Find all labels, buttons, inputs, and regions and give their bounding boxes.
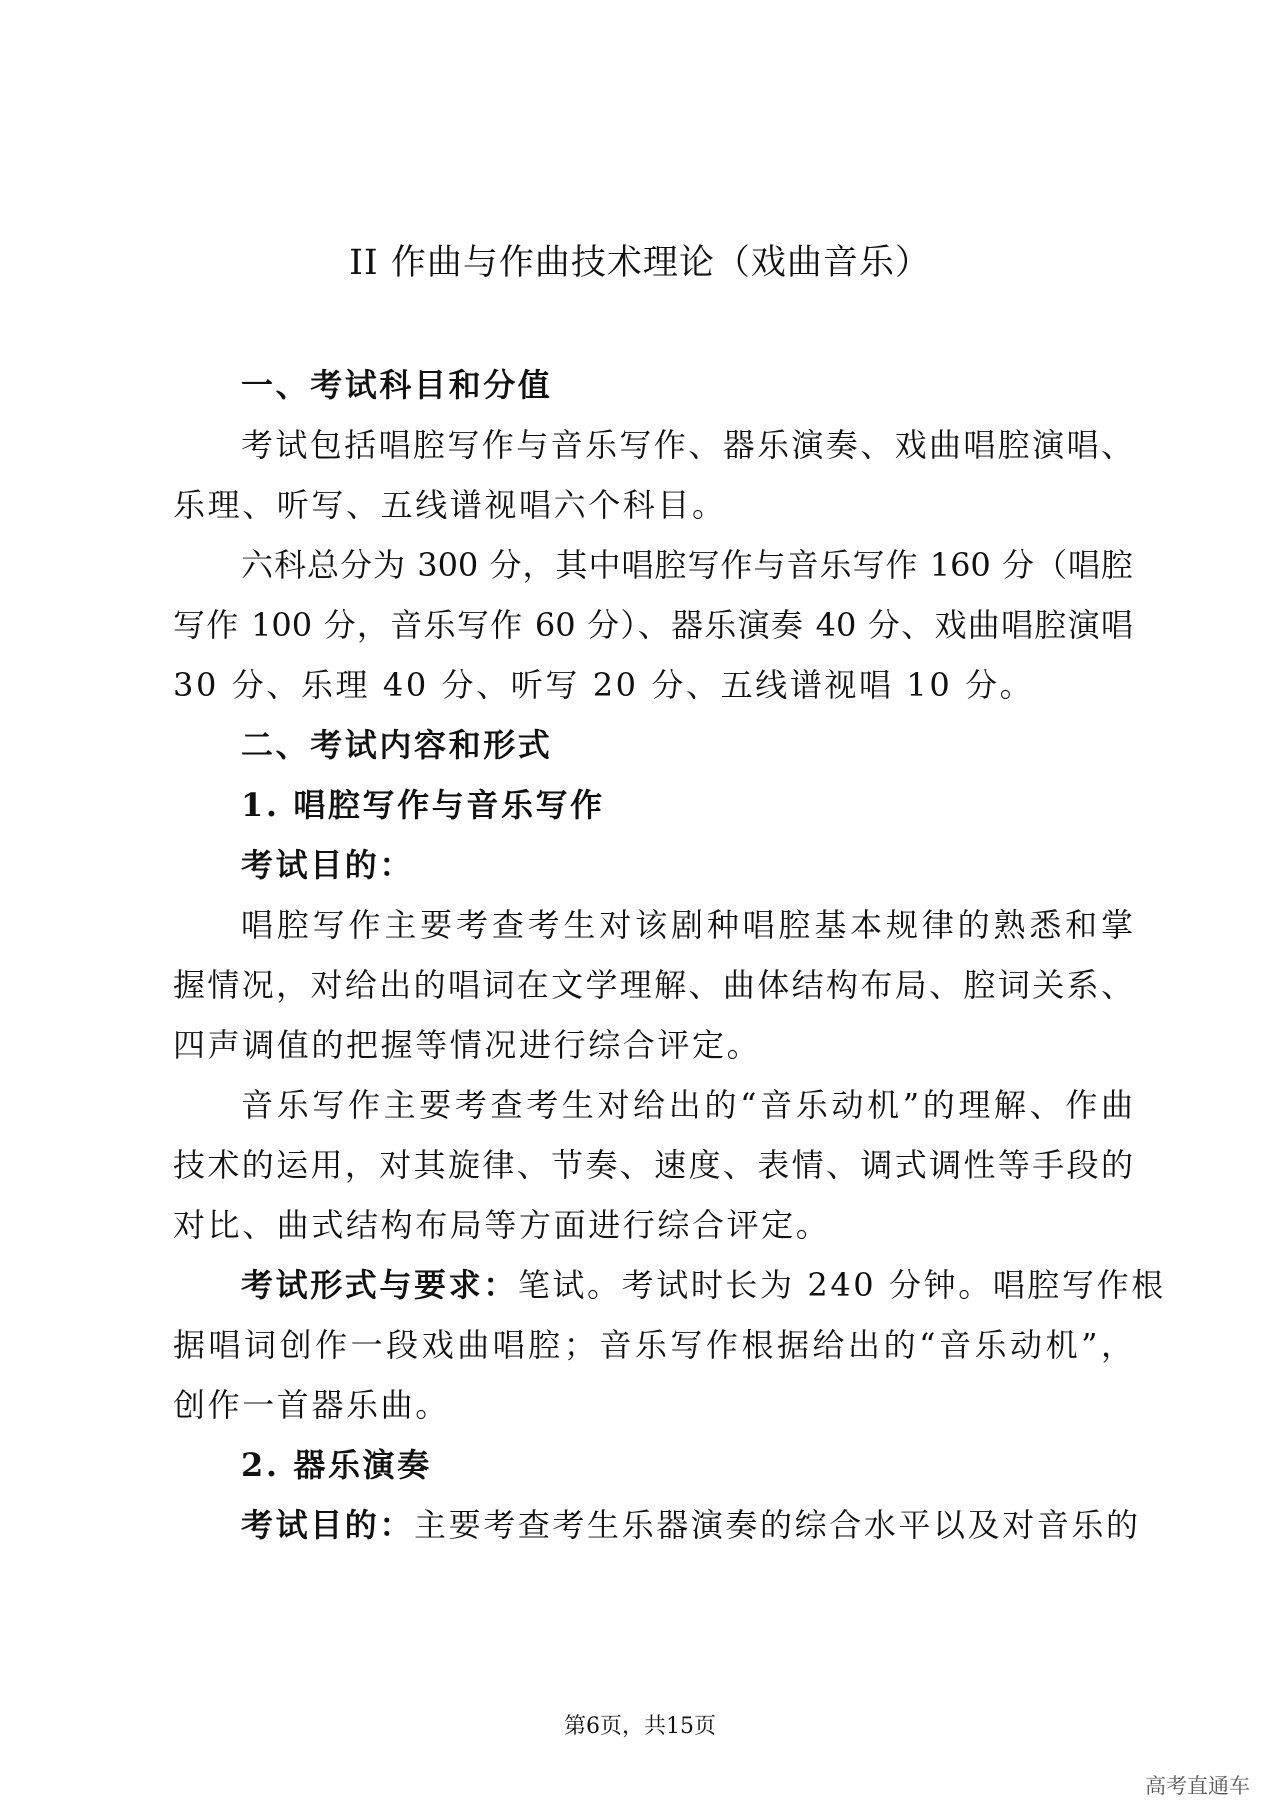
paragraph-line: 对比、曲式结构布局等方面进行综合评定。 [173,1206,831,1244]
paragraph-line: 30 分、乐理 40 分、听写 20 分、五线谱视唱 10 分。 [173,666,1035,704]
paragraph-line: 写作 100 分，音乐写作 60 分）、器乐演奏 40 分、戏曲唱腔演唱 [173,606,1133,644]
label-exam-purpose-2: 考试目的： [241,1506,415,1544]
paragraph-line: 据唱词创作一段戏曲唱腔；音乐写作根据给出的“音乐动机”， [173,1326,1133,1364]
document-body [173,355,1166,1555]
label-exam-form: 考试形式与要求： [241,1266,518,1304]
paragraph-line: 音乐写作主要考查考生对给出的“音乐动机”的理解、作曲 [241,1086,1133,1124]
exam-form-text: 笔试。考试时长为 240 分钟。唱腔写作根 [517,1266,1166,1304]
paragraph-line-exam-purpose [173,1495,1141,1555]
paragraph-line: 创作一首器乐曲。 [173,1386,450,1424]
paragraph-line: 考试包括唱腔写作与音乐写作、器乐演奏、戏曲唱腔演唱、 [241,426,1133,464]
paragraph-line-exam-form [173,1255,1166,1315]
paragraph-line: 握情况，对给出的唱词在文学理解、曲体结构布局、腔词关系、 [173,966,1133,1004]
subsection-heading-2: 2. 器乐演奏 [241,1446,432,1484]
paragraph-line: 技术的运用，对其旋律、节奏、速度、表情、调式调性等手段的 [173,1146,1133,1184]
subsection-heading-1: 1. 唱腔写作与音乐写作 [241,786,605,824]
label-exam-purpose: 考试目的： [241,846,415,884]
watermark: 高考直通车 [1145,1774,1250,1798]
page-title: II 作曲与作曲技术理论（戏曲音乐） [349,243,931,283]
exam-purpose-text: 主要考查考生乐器演奏的综合水平以及对音乐的 [414,1506,1141,1544]
page-number: 第6页，共15页 [564,1714,716,1739]
paragraph-line: 六科总分为 300 分，其中唱腔写作与音乐写作 160 分（唱腔 [241,546,1133,584]
paragraph-line: 唱腔写作主要考查考生对该剧种唱腔基本规律的熟悉和掌 [241,906,1133,944]
section-heading-2: 二、考试内容和形式 [241,726,553,764]
paragraph-line: 乐理、听写、五线谱视唱六个科目。 [173,486,727,524]
section-heading-1: 一、考试科目和分值 [241,366,553,404]
paragraph-line: 四声调值的把握等情况进行综合评定。 [173,1026,762,1064]
